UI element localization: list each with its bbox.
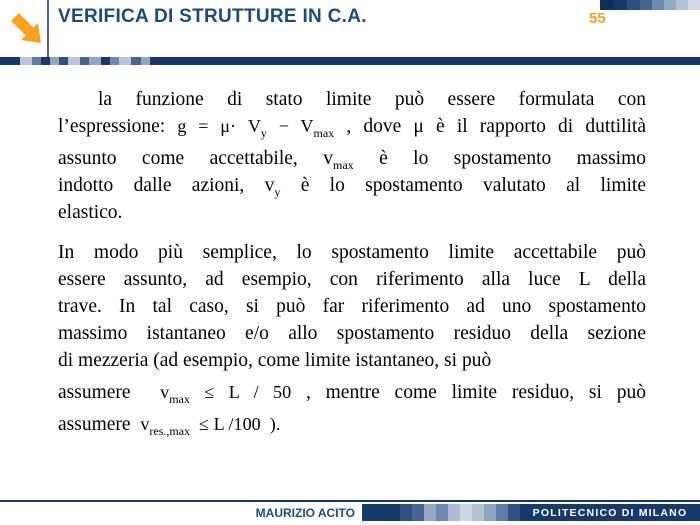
paragraph <box>58 239 646 438</box>
stripe <box>436 504 448 521</box>
slide-header <box>0 0 700 57</box>
footer-stripe-decoration <box>362 504 520 521</box>
stripe <box>640 0 652 10</box>
text-line <box>58 266 646 293</box>
author-name: MAURIZIO ACITO <box>255 505 355 520</box>
text-line <box>58 239 646 266</box>
text-run: , mentre come limite residuo, si può <box>291 382 646 403</box>
stripe <box>41 57 50 65</box>
text-line <box>58 293 646 320</box>
stripe <box>80 57 89 65</box>
text-run: trave. In tal caso, si può far riferimento ad uno spostamento <box>58 296 646 317</box>
arrow-down-right-icon <box>8 9 44 49</box>
stripe <box>496 504 508 521</box>
stripe <box>448 504 460 521</box>
paragraph <box>58 86 646 226</box>
institution-name: POLITECNICO DI MILANO <box>532 506 688 519</box>
stripe <box>68 57 80 65</box>
stripe <box>664 0 676 10</box>
stripe <box>627 0 640 10</box>
text-run: indotto dalle azioni, v <box>58 175 275 196</box>
stripe <box>50 57 59 65</box>
math-expression: ≤ L / 50 <box>189 382 292 402</box>
stripe <box>131 57 141 65</box>
text-line <box>58 347 646 374</box>
text-line <box>58 86 646 113</box>
stripe <box>20 57 32 65</box>
stripe <box>400 504 412 521</box>
footer-institution-area <box>520 504 700 521</box>
page-number: 55 <box>589 10 606 27</box>
stripe <box>412 504 424 521</box>
text-run: , dove μ è il rapporto di duttilità <box>334 116 646 137</box>
stripe <box>676 0 688 10</box>
subscript: y <box>260 125 267 140</box>
stripe <box>101 57 110 65</box>
subscript: max <box>169 391 190 406</box>
stripe <box>472 504 484 521</box>
text-run: elastico. <box>58 202 123 223</box>
stripe <box>600 0 614 10</box>
text-run: assumere <box>58 382 161 403</box>
math-expression: g = μ· V <box>177 116 261 136</box>
math-expression: ≤ L /100 ). <box>190 414 281 434</box>
stripe <box>362 504 400 521</box>
stripe <box>89 57 101 65</box>
text-run: massimo istantaneo e/o allo spostamento residuo della sezione <box>58 323 646 344</box>
text-line <box>58 411 646 438</box>
text-run: è lo spostamento valutato al limite <box>280 175 647 196</box>
stripe <box>110 57 119 65</box>
text-run: essere assunto, ad esempio, con riferimento alla luce L della <box>58 269 646 290</box>
corner-stripe-decoration <box>600 0 700 10</box>
stripe <box>460 504 472 521</box>
stripe <box>59 57 68 65</box>
slide-title: VERIFICA DI STRUTTURE IN C.A. <box>58 6 367 27</box>
text-run: è lo spostamento massimo <box>353 148 646 169</box>
stripe <box>614 0 627 10</box>
stripe <box>652 0 664 10</box>
text-line <box>58 379 646 406</box>
text-line <box>58 199 646 226</box>
body-text <box>58 86 646 438</box>
subscript: max <box>313 125 335 140</box>
text-line <box>58 172 646 199</box>
stripe <box>141 57 150 65</box>
stripe <box>424 504 436 521</box>
footer-author-area <box>0 504 362 521</box>
header-bar-stripe-decoration <box>20 57 150 65</box>
text-run: assumere <box>58 414 141 435</box>
text-line <box>58 320 646 347</box>
subscript: y <box>274 184 281 199</box>
slide-footer <box>0 504 700 521</box>
stripe <box>32 57 41 65</box>
stripe <box>688 0 700 10</box>
math-expression: v <box>140 414 150 434</box>
stripe <box>484 504 496 521</box>
text-run: assunto come accettabile, v <box>58 148 333 169</box>
text-run: la funzione di stato limite può essere formulata con <box>98 89 646 110</box>
stripe <box>508 504 520 521</box>
footer-divider-line <box>0 500 700 502</box>
subscript: max <box>332 157 354 172</box>
text-run: In modo più semplice, lo spostamento limite accettabile può <box>58 242 646 263</box>
header-vertical-divider <box>47 0 49 57</box>
text-line <box>58 113 646 140</box>
math-expression: − V <box>266 116 314 136</box>
text-line <box>58 145 646 172</box>
subscript: res.,max <box>149 423 191 438</box>
stripe <box>119 57 131 65</box>
header-divider-bar <box>0 57 700 65</box>
text-run: l’espressione: <box>58 116 178 137</box>
text-run: di mezzeria (ad esempio, come limite istantaneo, si può <box>58 350 492 371</box>
math-expression: v <box>160 382 170 402</box>
